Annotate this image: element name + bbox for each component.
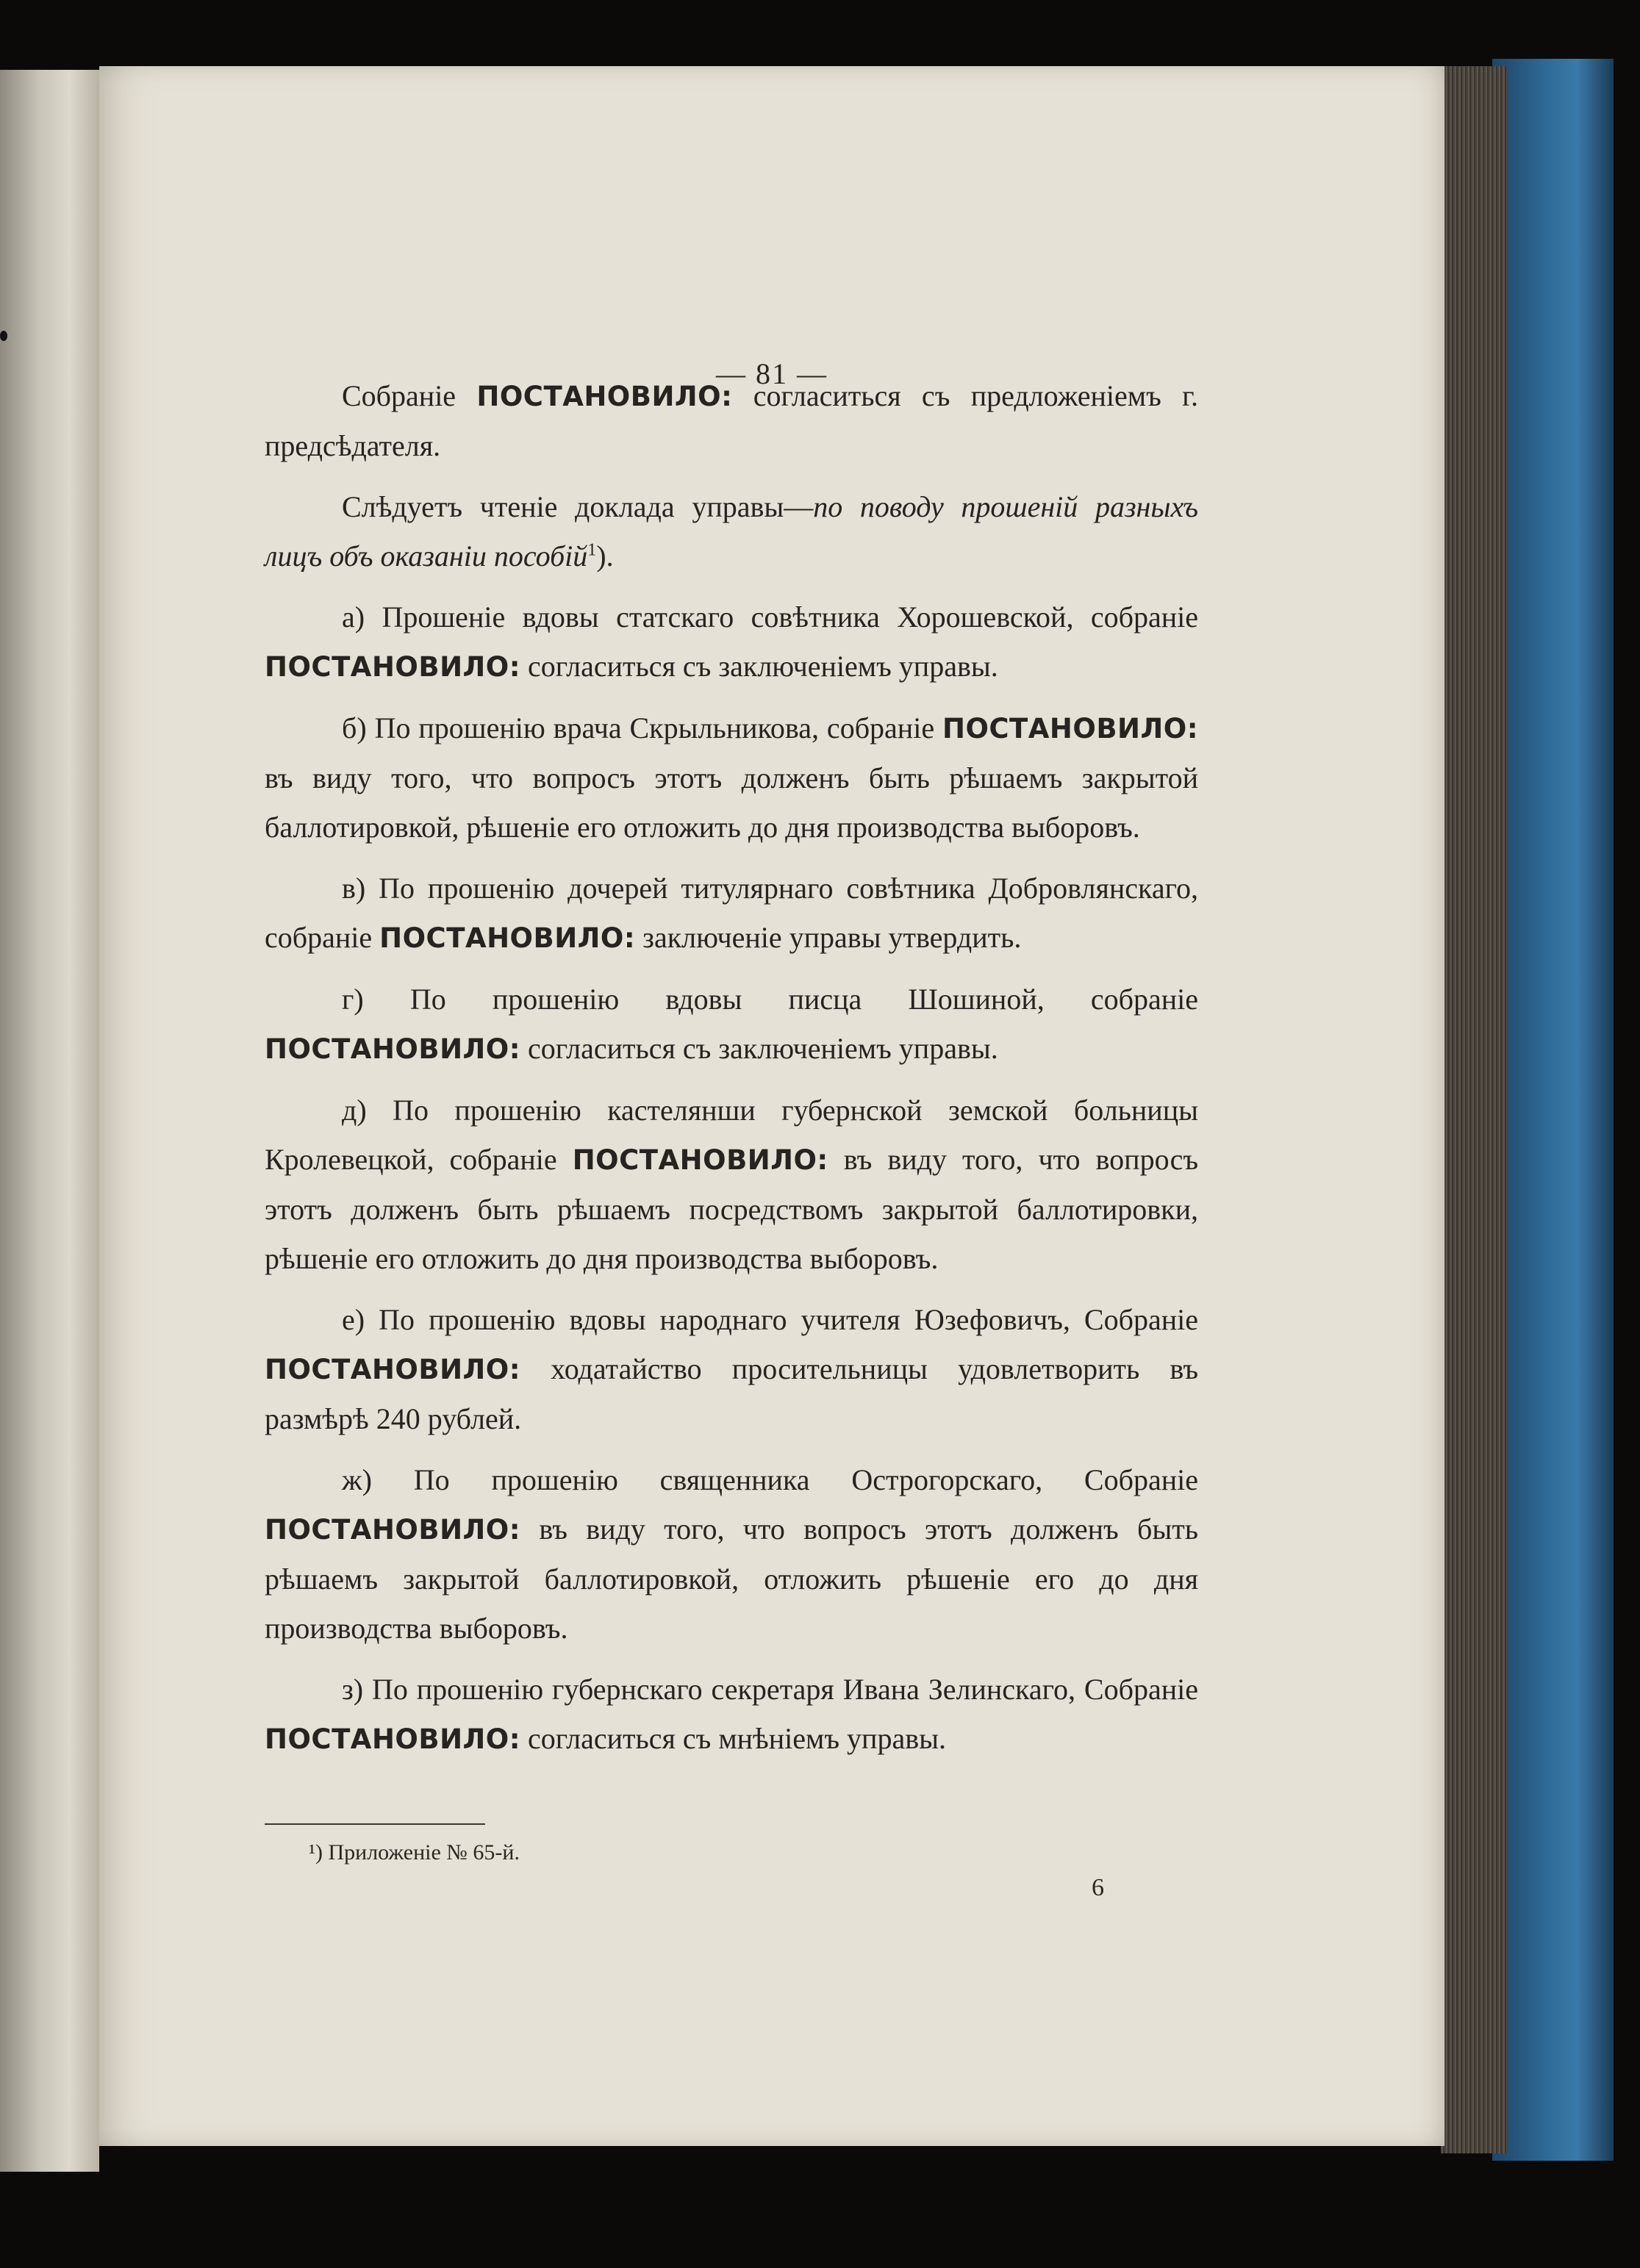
page-edges [1441, 66, 1507, 2153]
paragraph [265, 482, 1198, 581]
resolution-keyword: ПОСТАНОВИЛО: [265, 651, 521, 683]
paragraph [265, 592, 1198, 692]
resolution-keyword: ПОСТАНОВИЛО: [379, 922, 636, 954]
paragraph [265, 1665, 1198, 1764]
paragraph [265, 864, 1198, 963]
text-run: Слѣдуетъ чтеніе доклада управы— [342, 490, 814, 523]
text-run: е) По прошенію вдовы народнаго учителя Юзефовичъ, Собраніе [342, 1303, 1198, 1336]
resolution-keyword: ПОСТАНОВИЛО: [265, 1723, 521, 1755]
footnote-rule [265, 1823, 485, 1825]
text-run: согласиться съ заключеніемъ управы. [520, 1032, 998, 1065]
paragraph [265, 1455, 1198, 1653]
resolution-keyword: ПОСТАНОВИЛО: [265, 1514, 521, 1546]
text-run: з) По прошенію губернскаго секретаря Ивана Зелинскаго, Собраніе [342, 1673, 1198, 1706]
paragraph [265, 1085, 1198, 1283]
text-run: согласиться съ предложеніемъ г. предсѣдателя. [265, 379, 1198, 462]
text-run: заключеніе управы утвердить. [635, 921, 1022, 954]
paragraph [265, 371, 1198, 470]
text-run: д) По прошенію кастелянши губернской земской больницы Кролевецкой, собраніе [265, 1094, 1198, 1176]
paragraph [265, 703, 1198, 852]
text-run: согласиться съ мнѣніемъ управы. [520, 1722, 946, 1755]
text-run: г) По прошенію вдовы писца Шошиной, собраніе [342, 983, 1198, 1016]
text-run: въ виду того, что вопросъ этотъ долженъ быть рѣшаемъ закрытой баллотировкой, отложить рѣшеніе его до дня производства выборовъ. [265, 1512, 1198, 1645]
text-run: ж) По прошенію священника Острогорскаго, Собраніе [342, 1463, 1198, 1496]
resolution-keyword: ПОСТАНОВИЛО: [476, 381, 733, 412]
left-page-edge [0, 70, 99, 2172]
resolution-keyword: ПОСТАНОВИЛО: [265, 1354, 521, 1385]
footnote: ¹) Приложеніе № 65-й. [309, 1840, 520, 1865]
footnote-ref: 1 [587, 540, 597, 560]
signature-mark: 6 [1092, 1874, 1104, 1901]
resolution-keyword: ПОСТАНОВИЛО: [265, 1033, 521, 1065]
text-run: Собраніе [342, 379, 477, 412]
book-cover [1492, 59, 1614, 2161]
page-number: — 81 — [716, 357, 828, 390]
text-run: в) По прошенію дочерей титулярнаго совѣтника Добровлянскаго, собраніе [265, 872, 1198, 954]
paragraph [265, 1295, 1198, 1443]
text-run: ). [596, 539, 614, 573]
paragraph [265, 975, 1198, 1074]
resolution-keyword: ПОСТАНОВИЛО: [942, 713, 1198, 744]
text-run: согласиться съ заключеніемъ управы. [520, 650, 998, 683]
italic-text: по поводу прошеній разныхъ лицъ объ оказаніи пособій [265, 490, 1198, 573]
text-run: ходатайство просительницы удовлетворить въ размѣрѣ 240 рублей. [265, 1352, 1198, 1435]
text-run: б) По прошенію врача Скрыльникова, собраніе [342, 711, 942, 744]
text-run: а) Прошеніе вдовы статскаго совѣтника Хорошевской, собраніе [342, 600, 1198, 634]
resolution-keyword: ПОСТАНОВИЛО: [572, 1144, 828, 1176]
page-marker [0, 331, 7, 341]
text-run: въ виду того, что вопросъ этотъ долженъ быть рѣшаемъ посредствомъ закрытой баллотировки, рѣшеніе его отложить до дня производства выборовъ. [265, 1143, 1199, 1275]
text-run: въ виду того, что вопросъ этотъ долженъ быть рѣшаемъ закрытой баллотировкой, рѣшеніе его отложить до дня производства выборовъ. [265, 761, 1198, 844]
page-body [265, 371, 1198, 1764]
